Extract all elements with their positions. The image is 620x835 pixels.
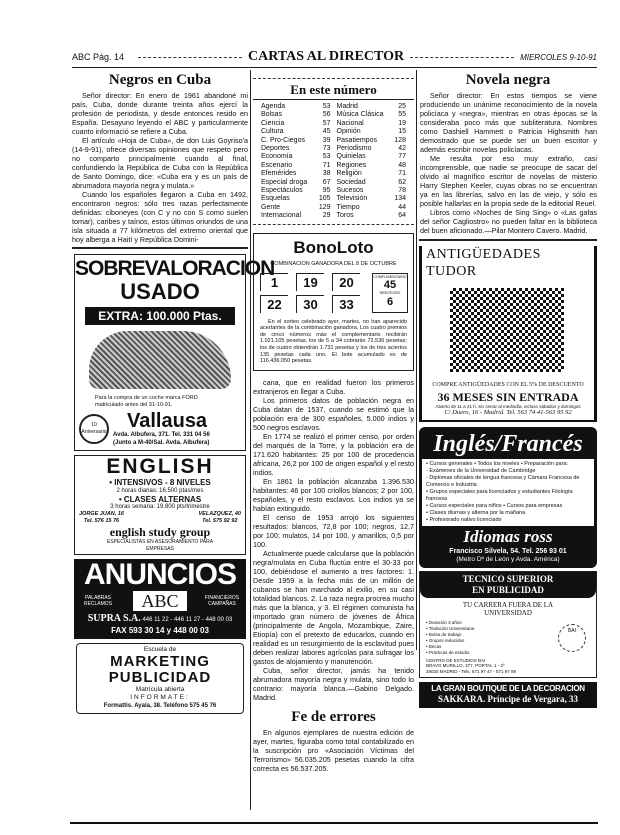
paragraph: En algunos ejemplares de nuestra edición de ayer, martes, figuraba como total contabilizado en la suscripción pro «Asociación Víctimas del Terrorismo» 56.035.205 pesetas cuando la cifra correcta es 56.537.205.	[253, 727, 414, 773]
winning-number: 33	[332, 295, 360, 313]
index-section: Deportes	[261, 145, 290, 153]
index-box	[253, 78, 414, 225]
index-section: Cultura	[261, 128, 284, 136]
index-section: Bolsas	[261, 111, 283, 119]
ad-line: Matrícula abierta	[135, 685, 185, 693]
car-image	[89, 331, 231, 389]
article-title-novela: Novela negra	[465, 72, 551, 88]
index-section: Economía	[261, 153, 293, 161]
ad-headline: SOBREVALORACION	[75, 257, 275, 280]
index-page: 105	[318, 195, 331, 203]
index-entry	[261, 212, 331, 220]
middle-column	[253, 78, 414, 773]
cabinet-image	[450, 288, 564, 372]
index-entry	[261, 204, 331, 212]
paragraph: El censo de 1953 arrojó los siguientes resultados: blancos, 72,8 por 100; negros, 12,7 por 100; mulatos, 14 por 100, y amarillos, 0,5 por 100.	[253, 512, 414, 549]
bonoloto-extras	[372, 273, 408, 313]
paragraph: Señor director: En enero de 1961 abandoné mi país, Cuba, donde durante treinta años ejercí la profesión de periodista, y desde entonces resido en España. Desayuno leyendo el ABC y particularmente cuanto informació se refiere a Cuba.	[72, 91, 248, 136]
fe-errores-body	[253, 728, 414, 773]
ad-list-item: • Prácticas de estudio	[426, 649, 470, 655]
ad-line: LA GRAN BOUTIQUE DE LA DECORACION	[431, 684, 585, 694]
index-entry	[261, 111, 331, 119]
index-page: 45	[322, 128, 331, 136]
ad-marketing[interactable]	[76, 643, 244, 714]
ad-list-item: • Duración 3 años	[426, 619, 462, 625]
index-entry	[261, 170, 331, 178]
index-entry	[337, 162, 407, 170]
index-entry	[337, 128, 407, 136]
ad-line: Abierto de 11 a 21 h. sin cerrar al mediodía, incluso sábados y domingos	[435, 403, 581, 409]
winning-number: 20	[332, 273, 360, 291]
complementario-number: 45	[383, 279, 397, 292]
index-page: 71	[322, 161, 331, 169]
ad-line: INFORMATE:	[130, 693, 190, 701]
index-page: 48	[398, 161, 406, 169]
index-entry	[261, 153, 331, 161]
anniversary-seal: 10 Aniversario	[79, 414, 109, 444]
index-section: Ciencia	[261, 119, 285, 127]
index-entry	[337, 170, 407, 178]
index-page: 53	[322, 103, 331, 110]
ad-tecnico-sub: TU CARRERA FUERA DE LA UNIVERSIDAD	[462, 600, 554, 617]
index-page: 53	[322, 153, 331, 161]
ad-list-item: • Clases diurnas y alterna por la mañana	[426, 510, 526, 517]
index-section: Especial droga	[261, 178, 308, 186]
index-page: 56	[322, 111, 331, 119]
index-section: Televisión	[336, 195, 368, 203]
ad-line: CENTRO DE ESTUDIOS BAI	[426, 657, 486, 663]
article-negros-continued	[253, 378, 414, 702]
ad-address: Francisco Silvela, 54. Tel. 256 93 01	[449, 548, 567, 556]
column-rule	[416, 70, 417, 650]
index-page: 64	[398, 212, 406, 220]
index-page: 25	[398, 103, 406, 110]
paragraph: Los primeros datos de población negra en Cuba datan de 1537, cuando se estimó que la población era de 300 españoles, 5.000 indios y 500 negros esclavos.	[253, 395, 414, 432]
ad-tecnico-title: TECNICO SUPERIOR	[462, 573, 554, 584]
ad-note: Para la compra de un coche marca FORD matriculado antes del 31-10-91.	[95, 395, 198, 408]
index-section: Gente	[261, 203, 281, 211]
ad-address: VELAZQUEZ, 40	[198, 511, 241, 518]
ad-sakkara[interactable]	[419, 682, 597, 708]
ad-english[interactable]	[74, 455, 246, 555]
ad-list-item: • Titulación Universitaria	[426, 625, 475, 631]
index-section: Escenario	[261, 161, 293, 169]
index-entry	[261, 145, 331, 153]
ad-anuncios-abc[interactable]	[74, 559, 246, 639]
paragraph: En 1774 se realizó el primer censo, por orden del marqués de la Torre, y la población era de 171.620 habitantes: 25 por 100 de procedencia africana, 26,2 por 100 de origen español y el resto indios.	[253, 431, 414, 477]
index-entry	[337, 195, 407, 203]
paragraph: En 1861 la población alcanzaba 1.396.530 habitantes: 46 por 100 criollos blancos; 2 por 100, españoles, y el resto esclavos. Los indios ya se habían extinguido.	[253, 476, 414, 513]
index-section: Opinión	[336, 128, 361, 136]
index-entry	[337, 137, 407, 145]
page-bottom-rule	[70, 822, 598, 824]
index-page: 134	[394, 195, 406, 203]
column-rule	[250, 70, 251, 810]
index-entry	[261, 195, 331, 203]
ad-line: Escuela de	[143, 645, 177, 653]
paragraph: Cuba, señor director, jamás ha tenido abrumadora mayoría negra y mulata, sino todo lo contrario: mayoría blanca.—Gabino Delgado. Madrid.	[253, 665, 414, 702]
ad-line: C/ Duero, 16 - Madrid. Tel. 563 74 41-563 95 92	[444, 409, 572, 417]
ad-list-item: • Becas	[426, 643, 442, 649]
index-section: Sucesos	[336, 187, 364, 195]
section-title: CARTAS AL DIRECTOR	[247, 49, 405, 64]
index-entry	[261, 187, 331, 195]
index-section: Espectáculos	[261, 187, 303, 195]
ad-address2: (Junto a M-40/Sal. Avda. Albufera)	[113, 439, 210, 446]
ad-line: BRAVO MURILLO, 377. PORTAL 1 - 2º	[426, 663, 505, 669]
index-entry	[337, 145, 407, 153]
article-title-negros: Negros en Cuba	[108, 72, 212, 88]
ad-list-item: • Cursos especiales para niños • Cursos para empresas	[426, 503, 563, 510]
paragraph: Señor director: En estos tiempos se viene produciendo un unánime reconocimiento de la novela policíaca y «negra», mientras en otras épocas se la consideraba poco más que subliteratura. Nombres como Dashiell Hammett o Patricia Highsmith han demostrado que se puede ser un buen escritor y además escribir novelas policíacas.	[420, 91, 597, 154]
index-page: 71	[398, 170, 406, 178]
index-page: 42	[398, 145, 406, 153]
ad-company: SUPRA S.A.	[87, 612, 141, 624]
index-entry	[261, 162, 331, 170]
divider	[72, 247, 248, 249]
ad-idiomas-title: Inglés/Francés	[433, 431, 583, 458]
index-section: Toros	[336, 212, 354, 220]
paragraph: Cuando los españoles llegaron a Cuba en 1492, encontraron negros: sólo tres razas perfectamente definidas: ciboneyes (con C y no con S como suelen tomar), caribes y taínos, estos últimos oriundos de una isla situada a 77 kilómetros del extremo oriental que hoy alberga a Haití y República Domini-	[72, 190, 248, 244]
index-entry	[261, 137, 331, 145]
abc-logo: ABC	[133, 591, 186, 611]
index-entry	[261, 128, 331, 136]
article-negros-body	[72, 91, 248, 244]
ad-line: COMPRE ANTIGÜEDADES CON EL 5% DE DESCUENTO	[432, 382, 584, 388]
complementario-label: COMPLEMENTARIO	[373, 274, 407, 279]
index-section: Religión	[336, 170, 362, 178]
ad-english-tag: ESPECIALISTAS EN ASESORAMIENTO PARA EMPRESAS	[106, 539, 214, 552]
ad-line: 2 horas diarias: 16.500 ptas/mes	[116, 487, 204, 494]
ad-english-title: ENGLISH	[106, 455, 214, 478]
index-entry	[337, 111, 407, 119]
ad-brand: Vallausa	[127, 410, 208, 432]
page-header	[72, 48, 597, 66]
ad-list-item: - Exámenes de la Universidad de Cambridge	[426, 468, 536, 475]
reintegro-number: 6	[386, 295, 394, 308]
index-page: 67	[322, 178, 331, 186]
ad-list-item: • Profesorado nativo licenciado	[426, 517, 502, 524]
header-rule	[72, 67, 597, 68]
paragraph: cana, que en realidad fueron los primeros extranjeros en llegar a Cuba.	[253, 377, 414, 396]
index-entry	[261, 179, 331, 187]
index-page: 39	[322, 136, 331, 144]
index-title: En este número	[253, 82, 414, 100]
paragraph: Me resulta por eso muy extraño, casi incomprensible, que nadie se preocupe de sacar del olvido al magnífico escritor de novelas de misterio Harry Stephen Keeler, cuyas obras no se encuentran ya en las librerías, salvo en las de viejo, y sólo es posible hallarlas en la propia sede de la editorial Reuel.	[420, 154, 597, 208]
index-page: 55	[398, 111, 406, 119]
index-page: 129	[318, 203, 331, 211]
ad-line: • CLASES ALTERNAS	[118, 494, 202, 504]
index-section: Pasatiempos	[336, 136, 377, 144]
ad-extra: EXTRA: 100.000 Ptas.	[85, 307, 235, 325]
ad-list-item: • Grupos reducidos	[426, 637, 465, 643]
index-page: 95	[322, 187, 331, 195]
ad-idiomas-ross[interactable]	[419, 427, 597, 568]
ad-address1: Avda. Albufera, 371. Tel. 331 04 56	[113, 432, 210, 438]
index-page: 78	[398, 187, 406, 195]
index-section: Efemérides	[261, 170, 297, 178]
ad-list-item: • Cursos generales • Todos los niveles • Preparación para:	[426, 461, 569, 468]
ad-address: JORGE JUAN, 16	[79, 511, 124, 518]
ad-headline2: USADO	[120, 279, 200, 304]
article-title-fe: Fe de errores	[291, 708, 376, 725]
index-section: C. Pro-Ciegos	[261, 136, 305, 144]
index-page: 29	[322, 212, 331, 220]
index-section: Regiones	[336, 161, 367, 169]
index-entry	[337, 103, 407, 111]
ad-line: • INTENSIVOS - 8 NIVELES	[109, 478, 211, 487]
ad-tecnico-publicidad[interactable]	[419, 571, 597, 679]
ad-address: (Metro Dª de León y Avda. América)	[456, 556, 560, 564]
divider	[419, 239, 597, 241]
index-page: 57	[322, 119, 331, 127]
winning-number: 22	[260, 295, 288, 313]
index-entry	[337, 187, 407, 195]
ad-line: 28020 MADRID - Tels. 571 97 47 - 571 97 99	[426, 668, 516, 674]
paragraph: Libros como «Noches de Sing Sing» o «Las gafas del señor Cagliostro» no pueden faltar en la biblioteca del buen aficionado.—Pilar Montero Cavero. Madrid.	[420, 208, 597, 235]
ad-anuncios-right: FINANCIEROS CAMPAÑAS	[204, 594, 240, 607]
bai-seal: BAI	[558, 624, 586, 652]
page-number: ABC Pág. 14	[72, 52, 125, 62]
ad-phones: 446 11 22 - 446 11 27 - 448 00 03	[142, 616, 233, 623]
index-page: 62	[398, 178, 406, 186]
bonoloto-text: En el sorteo celebrado ayer, martes, no han aparecido acertantes de la combinación ganadora. Los cuatro premios de cinco números más el complementario recibirán 1.021.105 pesetas, los de 5 a 34 cobrarán 72.536 pesetas; los de cuatro obtendrán 1.731 pesetas y los de tres aciertos 135 pesetas cada uno. El bote acumulado es de 116.436.050 pesetas.	[260, 318, 407, 365]
index-section: Madrid	[336, 103, 358, 110]
index-page: 15	[398, 128, 406, 136]
winning-number: 1	[260, 273, 288, 291]
ad-idiomas-name: Idiomas ross	[463, 527, 553, 547]
ad-line: SAKKARA. Príncipe de Vergara, 33	[438, 694, 578, 705]
right-column	[419, 72, 597, 708]
ad-marketing-title2: PUBLICIDAD	[108, 668, 212, 686]
index-entry	[337, 179, 407, 187]
index-section: Nacional	[336, 119, 364, 127]
ad-english-name: english study group	[109, 525, 211, 540]
ad-line: 3 horas semana: 19.800 pts/trimestre	[110, 504, 210, 511]
index-section: Esquelas	[261, 195, 290, 203]
ad-list-item: • Bolsa de trabajo	[426, 631, 462, 637]
index-section: Internacional	[261, 212, 302, 220]
winning-number: 19	[296, 273, 324, 291]
ad-tudor[interactable]	[419, 246, 597, 422]
index-page: 77	[398, 153, 406, 161]
index-entry	[337, 204, 407, 212]
index-section: Música Clásica	[336, 111, 384, 119]
ad-anuncios-left: PALABRAS RECLAMOS	[83, 594, 113, 607]
index-entry	[337, 212, 407, 220]
paragraph: Actualmente puede calcularse que la población negra/mulata en Cuba fluctúa entre el 30-33 por 100, debiéndose el aumento a tres factores: 1. Desde 1959 a la fecha más de un millón de cubanos se han marchado al exilio, en su casi totalidad blancos. 2. La raza negra procrea mucho más que la blanca, y 3. El régimen comunista ha importado gran número de jóvenes de África (principalmente de Angola, Mozambique, Zaire, Etiopía) con el pretexto de educarlos, cuando en realidad es un resurgimiento de la esclavitud pues deben realizar labores agrícolas para sufragar los gastos de alojamiento y manutención.	[253, 548, 414, 666]
ad-tel: Tel. 575 92 92	[202, 518, 238, 525]
index-section: Sociedad	[336, 178, 366, 186]
index-entry	[337, 120, 407, 128]
index-entry	[337, 153, 407, 161]
index-entry	[261, 120, 331, 128]
ad-tel: Tel. 576 15 76	[83, 518, 120, 525]
ad-anuncios-title: ANUNCIOS	[83, 557, 236, 591]
ad-fax: FAX 593 30 14 y 448 00 03	[111, 625, 209, 635]
ad-list-item: • Grupos especiales para licenciados y estudiantes Filología francesa	[426, 489, 573, 503]
index-page: 38	[322, 170, 331, 178]
index-section: Agenda	[261, 103, 286, 110]
bonoloto-subtitle: COMBINACION GANADORA DEL 8 DE OCTUBRE	[270, 260, 397, 267]
ad-tecnico-title2: EN PUBLICIDAD	[472, 584, 544, 595]
index-page: 73	[322, 145, 331, 153]
index-page: 128	[394, 136, 406, 144]
ad-tudor-title: ANTIGÜEDADES TUDOR	[426, 247, 541, 279]
article-novela-body	[419, 91, 597, 235]
ad-list-item: - Diplomas oficiales de lengua francesa y Cámara Francesa de Comercio e Industria	[426, 475, 580, 489]
index-section: Periodismo	[336, 145, 372, 153]
ad-marketing-title: MARKETING	[110, 652, 210, 670]
winning-number: 30	[296, 295, 324, 313]
index-section: Tiempo	[336, 203, 360, 211]
date: MIERCOLES 9-10-91	[520, 52, 597, 62]
index-section: Quinielas	[336, 153, 366, 161]
ad-line: 36 MESES SIN ENTRADA	[437, 389, 579, 404]
index-page: 19	[398, 119, 406, 127]
bonoloto-logo: BonoLoto	[293, 237, 374, 257]
index-page: 44	[398, 203, 406, 211]
bonoloto-box	[253, 233, 414, 371]
ad-line: Formattis. Ayala, 38. Teléfono 575 45 76	[103, 702, 217, 709]
reintegro-label: REINTEGRO	[379, 291, 401, 296]
index-entry	[261, 103, 331, 111]
paragraph: El artículo «Hoja de Cuba», de don Luis Goyriso'a (14-9-91), ofrece diversas opiniones que respeto pero no comparto principalmente cuando al final, confundiendo la República de Cuba con la República de Santo Domingo, dice: «Cuba era y es un país de abrumadora mayoría negra y mulata.»	[72, 136, 248, 190]
